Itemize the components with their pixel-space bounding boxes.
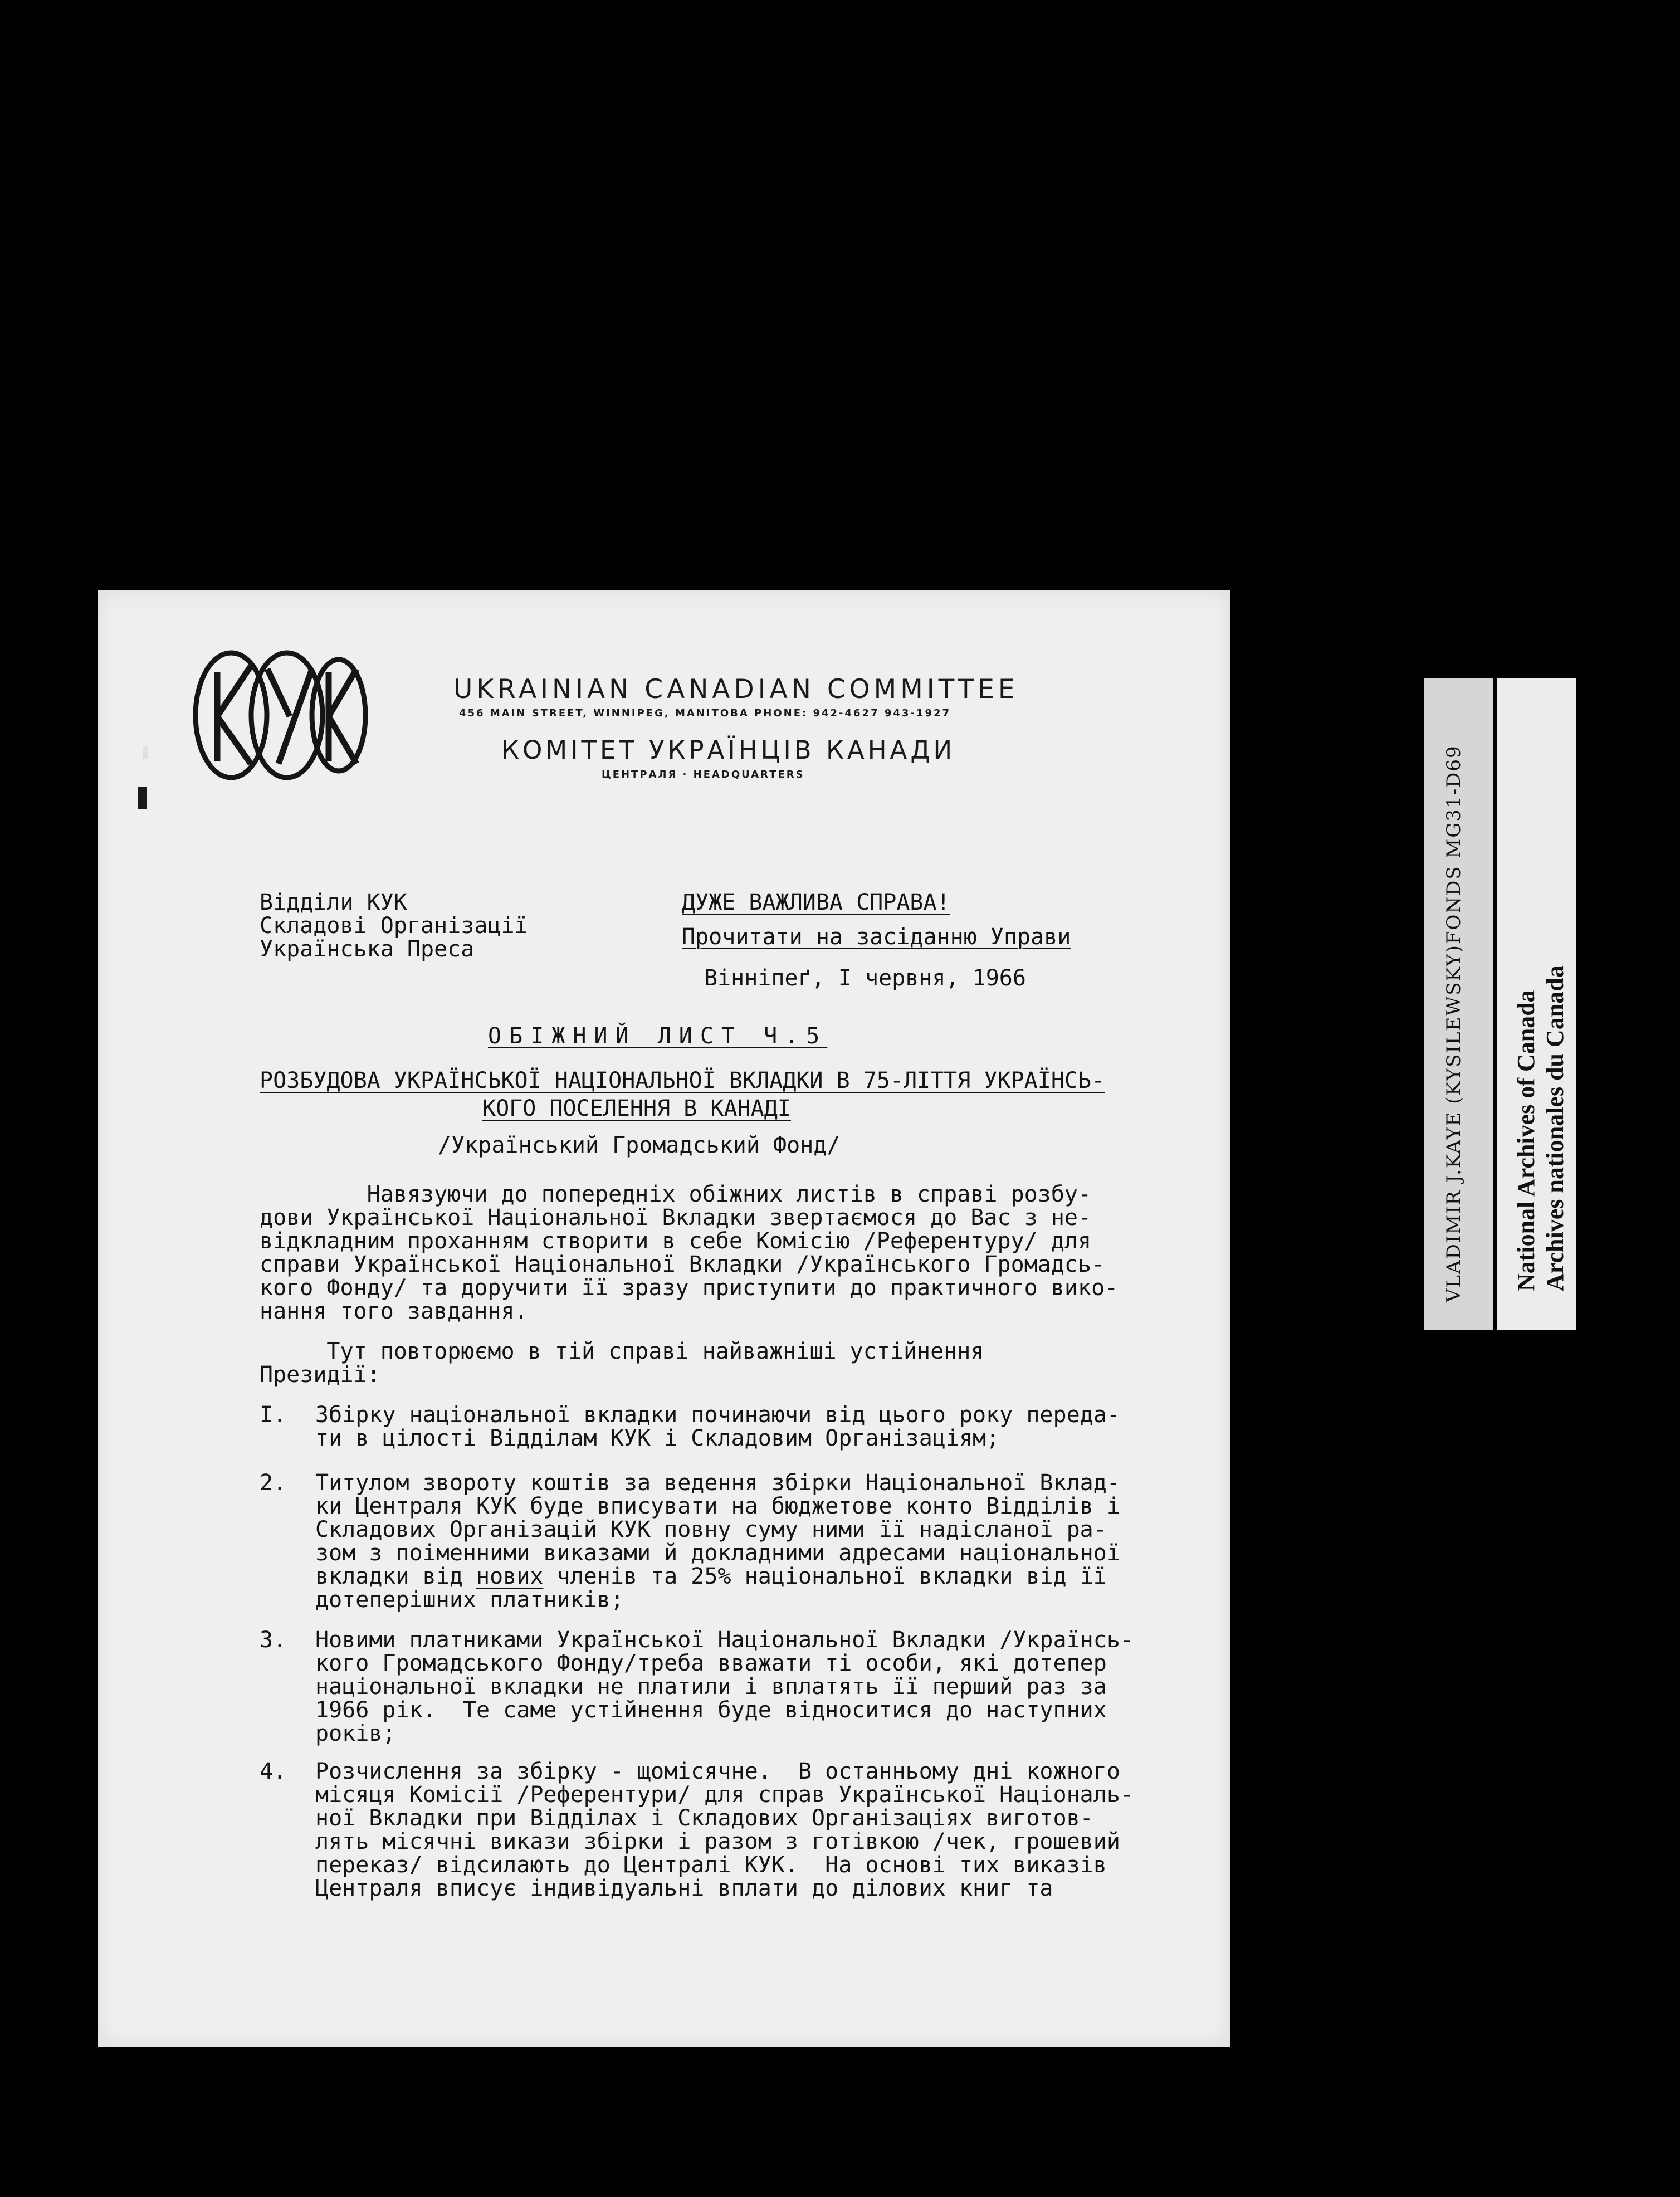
point-line: 1966 рік. Те саме устійнення буде відноситися до наступних — [315, 1697, 1107, 1723]
point-number: I. — [260, 1402, 287, 1428]
archives-fr-text: Archives nationales du Canada — [1541, 965, 1569, 1291]
body-line: кого Фонду/ та доручити її зразу приступити до практичного вико- — [260, 1275, 1119, 1301]
body-line: Навязуючи до попередніх обіжних листів в справі розбу- — [260, 1182, 1092, 1207]
point-line: переказ/ відсилають до Централі КУК. На основі тих виказів — [315, 1852, 1107, 1878]
kuk-monogram-logo — [162, 644, 407, 786]
point-line: дотеперішних платників; — [315, 1587, 624, 1613]
letter-title: ОБІЖНИЙ ЛИСТ Ч.5 — [488, 1023, 828, 1049]
body-line: Тут повторюємо в тій справі найважніші устійнення — [260, 1339, 984, 1364]
point-line: кого Громадського Фонду/треба вважати ті особи, які дотепер — [315, 1651, 1107, 1676]
point-line: років; — [315, 1721, 396, 1746]
subject-line: РОЗБУДОВА УКРАЇНСЬКОЇ НАЦІОНАЛЬНОЇ ВКЛАДКИ В 75-ЛІТТЯ УКРАЇНСЬ- — [260, 1068, 1105, 1093]
fonds-label-text: VLADIMIR J.KAYE (KYSILEWSKY)FONDS MG31-D69 — [1443, 745, 1465, 1302]
letterhead-name-en: UKRAINIAN CANADIAN COMMITTEE — [453, 674, 1019, 705]
archives-en-text: National Archives of Canada — [1512, 990, 1540, 1291]
archive-label-nac — [1497, 678, 1576, 1330]
point-line: місяця Комісії /Референтури/ для справ Української Національ- — [315, 1782, 1134, 1808]
recipient-line: Українська Преса — [260, 936, 475, 962]
underlined-word: нових — [476, 1564, 544, 1589]
point-line: Новими платниками Української Національної Вкладки /Українсь- — [315, 1627, 1134, 1653]
point-line: ти в цілості Відділам КУК і Складовим Організаціям; — [315, 1425, 1000, 1451]
recipient-line: Відділи КУК — [260, 890, 407, 915]
point-number: 4. — [260, 1759, 287, 1784]
point-number: 2. — [260, 1470, 287, 1496]
point-line: Титулом звороту коштів за ведення збірки Національної Вклад- — [315, 1470, 1120, 1496]
body-line: дови Української Національної Вкладки звертаємося до Вас з не- — [260, 1205, 1092, 1231]
margin-mark — [143, 746, 148, 759]
body-line: справи Української Національної Вкладки /Українського Громадсь- — [260, 1252, 1105, 1277]
point-number: 3. — [260, 1627, 287, 1653]
point-line: національної вкладки не платили і вплатять її перший раз за — [315, 1674, 1107, 1700]
margin-mark — [138, 787, 147, 809]
point-line: ки Централя КУК буде вписувати на бюджетове конто Відділів і — [315, 1493, 1120, 1519]
body-line: Президії: — [260, 1362, 380, 1388]
subject-line: КОГО ПОСЕЛЕННЯ В КАНАДІ — [482, 1096, 791, 1121]
letterhead-address: 456 MAIN STREET, WINNIPEG, MANITOBA PHONE: 942-4627 943-1927 — [459, 707, 951, 719]
recipient-line: Складові Організації — [260, 913, 528, 939]
letterhead-name-ua: КОМІТЕТ УКРАЇНЦІВ КАНАДИ — [501, 735, 956, 765]
point-line: Складових Організацій КУК повну суму ними її надісланої ра- — [315, 1517, 1107, 1542]
point-line: Збірку національної вкладки починаючи від цього року переда- — [315, 1402, 1120, 1428]
body-line: відкладним проханням створити в себе Комісію /Референтуру/ для — [260, 1228, 1092, 1254]
important-notice: ДУЖЕ ВАЖЛИВА СПРАВА! — [682, 890, 950, 915]
subtitle: /Український Громадський Фонд/ — [438, 1132, 841, 1158]
point-line: лять місячні викази збірки і разом з готівкою /чек, грошевий — [315, 1829, 1120, 1854]
read-at-notice: Прочитати на засіданню Управи — [682, 924, 1071, 950]
body-line: нання того завдання. — [260, 1298, 528, 1324]
point-line: вкладки від нових членів та 25% національної вкладки від її — [315, 1564, 1107, 1589]
archive-label-fonds — [1424, 678, 1493, 1330]
point-line: зом з поіменними виказами й докладними адресами національної — [315, 1540, 1120, 1566]
point-line: Централя вписує індивідуальні вплати до ділових книг та — [315, 1876, 1053, 1901]
place-date: Вінніпеґ, I червня, 1966 — [704, 965, 1026, 991]
point-line: Розчислення за збірку - щомісячне. В останньому дні кожного — [315, 1759, 1120, 1784]
letterhead-headquarters: ЦЕНТРАЛЯ · HEADQUARTERS — [602, 769, 805, 780]
point-line: ної Вкладки при Відділах і Складових Організаціях виготов- — [315, 1805, 1093, 1831]
